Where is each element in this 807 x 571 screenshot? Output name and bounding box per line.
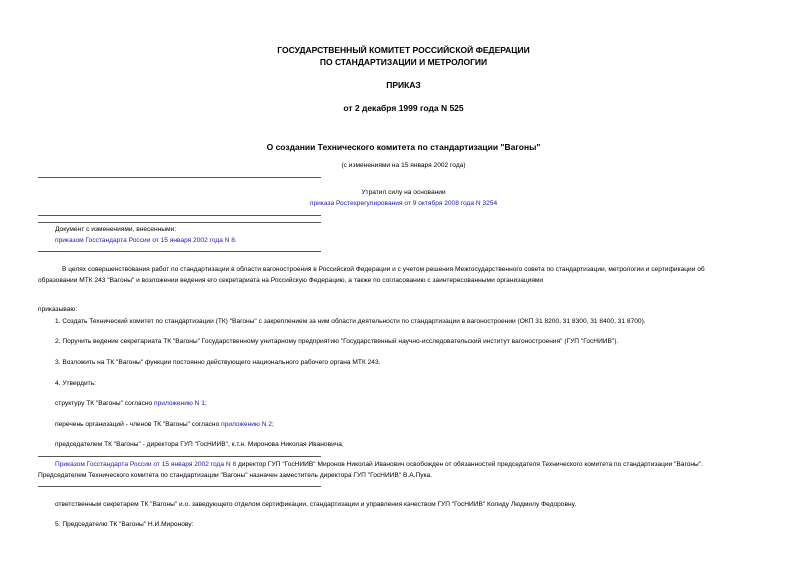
- appendix-1-link[interactable]: приложению N 1: [154, 400, 205, 407]
- document-date: от 2 декабря 1999 года N 525: [343, 103, 464, 113]
- item-2: 2. Поручить ведение секретариата ТК "Вагоны" Государственному унитарному предприятию "Государственный научно-исследовательский институт вагоностроения" (ГУП "ГосНИИВ").: [55, 338, 619, 345]
- members-line: [55, 421, 274, 428]
- order-word: приказываю:: [38, 306, 78, 313]
- amendment-order-link[interactable]: Приказом Госстандарта России от 15 января 2002 года N 8: [55, 461, 237, 468]
- preamble-line2: образовании МТК 243 "Вагоны" и возложении ведения его секретариата на Российскую Федерацию, а также по согласованию с заинтересованными организациями: [38, 277, 544, 284]
- divider: [38, 486, 321, 487]
- members-text: перечень организаций - членов ТК "Вагоны" согласно: [55, 421, 222, 428]
- divider: [38, 456, 321, 457]
- amendment-date-note: (с изменениями на 15 января 2002 года): [341, 162, 466, 169]
- divider: [38, 177, 321, 178]
- structure-text: структуру ТК "Вагоны" согласно: [55, 400, 155, 407]
- appendix-2-link[interactable]: приложению N 2: [221, 421, 272, 428]
- document-title: О создании Технического комитета по стандартизации "Вагоны": [266, 142, 541, 152]
- agency-name-line2: ПО СТАНДАРТИЗАЦИИ И МЕТРОЛОГИИ: [319, 57, 488, 67]
- amendments-label: Документ с изменениями, внесенными:: [55, 226, 177, 233]
- members-end: ;: [271, 421, 274, 428]
- amendment-note-line1: [55, 461, 703, 468]
- amendment-note-text1: директор ГУП "ГосНИИВ" Миронов Николай Иванович освобожден от обязанностей председателя Технического комитета по стандартизации "Вагоны".: [236, 461, 703, 468]
- amendment-note-line2: Председателем Технического комитета по стандартизации "Вагоны" назначен заместитель директора ГУП "ГосНИИВ" В.А.Пука.: [38, 472, 433, 479]
- chairman-line: председателем ТК "Вагоны" - директора ГУП "ГосНИИВ", к.т.н. Миронова Николая Ивановича;: [55, 441, 344, 448]
- divider: [38, 215, 321, 216]
- amendments-link[interactable]: приказом Госстандарта России от 15 января 2002 года N 8.: [55, 237, 237, 244]
- secretary-line: ответственным секретарем ТК "Вагоны" и.о. заведующего отделом сертификации, стандартизации и управления качеством ГУП "ГосНИИВ" Колиду Людмилу Федоровну.: [55, 501, 577, 508]
- item-4: 4. Утвердить:: [55, 380, 96, 387]
- divider: [38, 222, 321, 223]
- divider: [38, 251, 321, 252]
- structure-end: ;: [204, 400, 207, 407]
- preamble-line1: В целях совершенствования работ по стандартизации в области вагоностроения в Российской Федерации и с учетом решения Межгосударственного совета по стандартизации, метрологии и сертификации об: [62, 266, 705, 273]
- document-type: ПРИКАЗ: [386, 80, 421, 90]
- item-3: 3. Возложить на ТК "Вагоны" функции постоянно действующего национального рабочего органа МТК 243.: [55, 359, 381, 366]
- item-5: 5. Председателю ТК "Вагоны" Н.И.Миронову:: [55, 521, 194, 528]
- agency-name-line1: ГОСУДАРСТВЕННЫЙ КОМИТЕТ РОССИЙСКОЙ ФЕДЕРАЦИИ: [277, 45, 530, 55]
- repeal-note: Утратил силу на основании: [361, 189, 446, 196]
- item-1: 1. Создать Технический комитет по стандартизации (ТК) "Вагоны" с закреплением за ним области деятельности по стандартизации в вагоностроении (ОКП 31 8200, 31 8300, 31 8400, 31 8700).: [55, 318, 646, 325]
- structure-line: [55, 400, 207, 407]
- repeal-link[interactable]: приказа Ростехрегулирования от 9 октября 2008 года N 3254: [309, 200, 498, 207]
